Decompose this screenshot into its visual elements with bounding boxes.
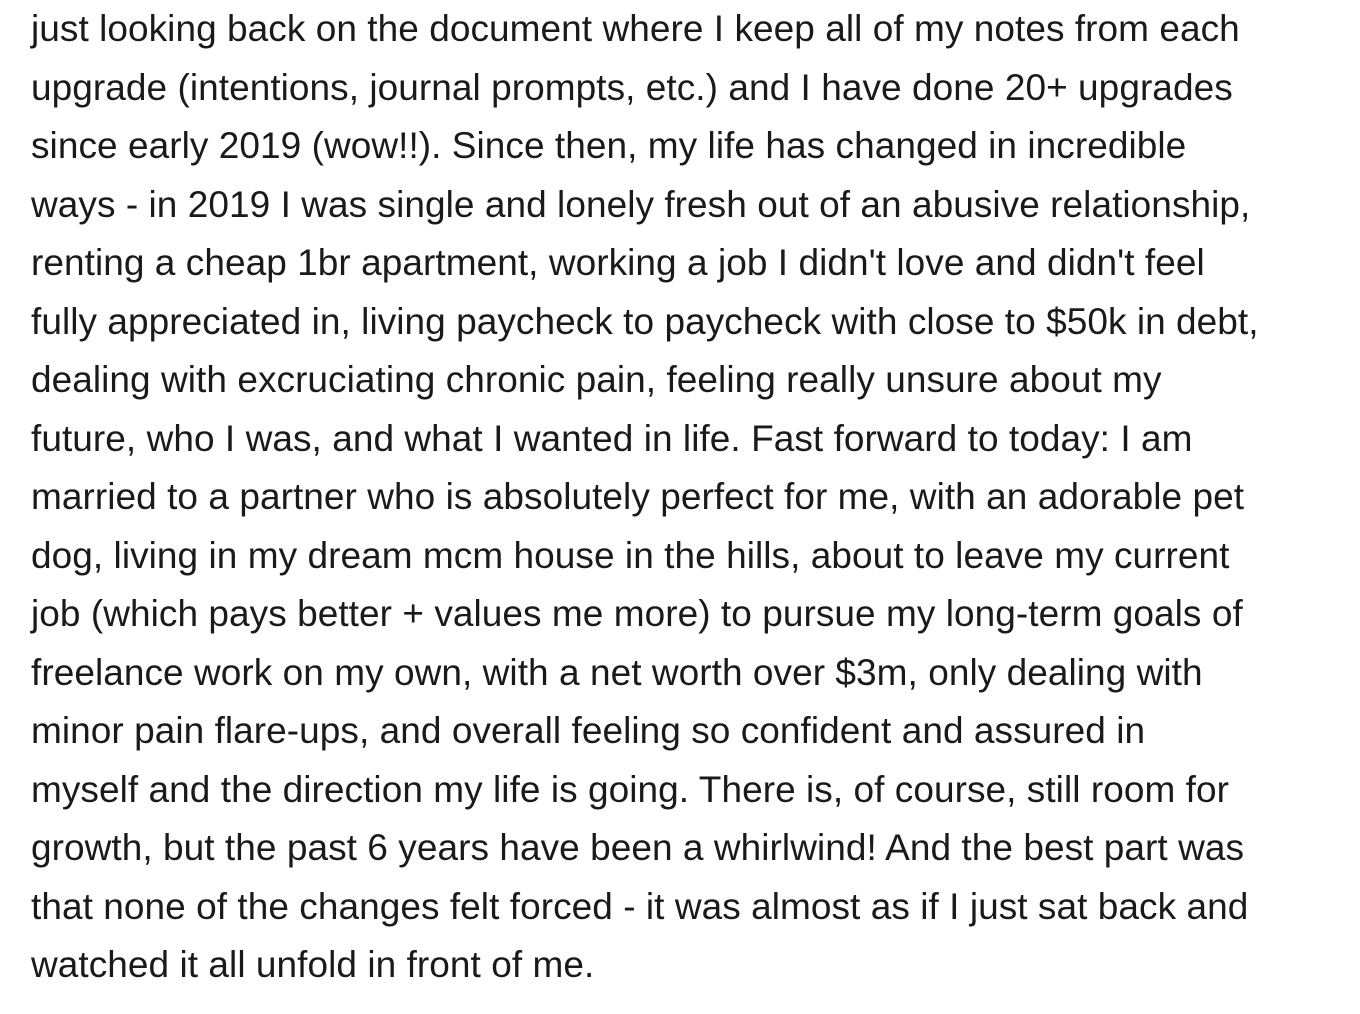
paragraph-line: growth, but the past 6 years have been a whirlwind! And the best part was — [31, 827, 1245, 868]
paragraph-line: ways - in 2019 I was single and lonely fresh out of an abusive relationship, — [31, 183, 1251, 225]
paragraph-line: myself and the direction my life is going. There is, of course, still room for — [31, 768, 1229, 810]
paragraph-line: watched it all unfold in front of me. — [31, 944, 595, 985]
paragraph-line: upgrade (intentions, journal prompts, etc.) and I have done 20+ upgrades — [31, 66, 1233, 108]
paragraph-line: future, who I was, and what I wanted in life. Fast forward to today: I am — [31, 417, 1193, 459]
paragraph — [31, 0, 1360, 995]
paragraph-line: that none of the changes felt forced - it was almost as if I just sat back and — [31, 885, 1249, 927]
paragraph-line: renting a cheap 1br apartment, working a job I didn't love and didn't feel — [31, 242, 1205, 283]
paragraph-line: since early 2019 (wow!!). Since then, my life has changed in incredible — [31, 125, 1187, 166]
paragraph-line: fully appreciated in, living paycheck to paycheck with close to $50k in debt, — [31, 300, 1259, 342]
paragraph-line: dog, living in my dream mcm house in the hills, about to leave my current — [31, 534, 1230, 576]
paragraph-line: freelance work on my own, with a net worth over $3m, only dealing with — [31, 651, 1203, 693]
paragraph-line: just looking back on the document where I keep all of my notes from each — [31, 8, 1240, 49]
paragraph-line: minor pain flare-ups, and overall feeling so confident and assured in — [31, 710, 1146, 751]
paragraph-line: job (which pays better + values me more) to pursue my long-term goals of — [31, 593, 1243, 634]
paragraph-line: married to a partner who is absolutely perfect for me, with an adorable pet — [31, 476, 1245, 517]
paragraph-line: dealing with excruciating chronic pain, feeling really unsure about my — [31, 359, 1162, 400]
